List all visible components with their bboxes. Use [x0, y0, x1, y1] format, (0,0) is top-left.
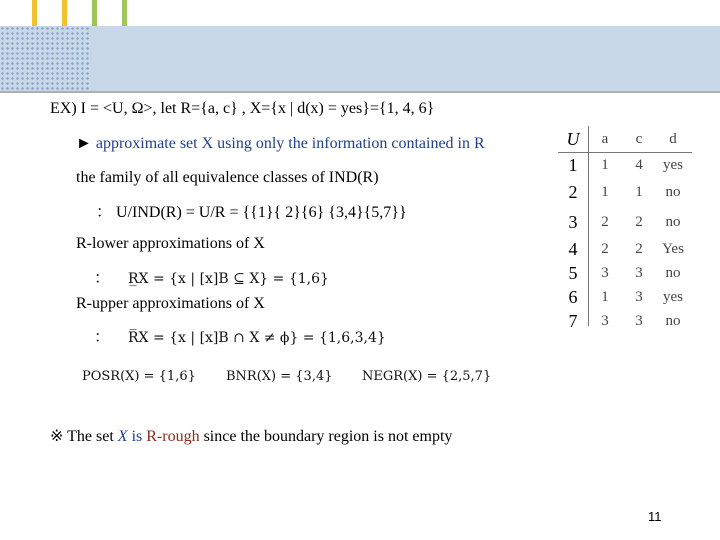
table-cell: 2	[635, 240, 643, 257]
table-cell: 2	[601, 213, 609, 230]
table-row	[558, 285, 692, 309]
table-cell: 6	[568, 286, 578, 307]
header-band	[0, 26, 720, 92]
table-row	[558, 237, 692, 261]
table-cell: 1	[601, 288, 609, 305]
table-cell: Yes	[662, 240, 684, 257]
table-cell: 4	[635, 156, 643, 173]
upper-approx-line	[94, 324, 386, 347]
table-cell: 3	[601, 264, 609, 281]
table-header-cell: c	[635, 130, 643, 147]
table-cell: 1	[601, 183, 609, 200]
lower-prefix: ：	[94, 270, 111, 287]
partition-text: U/IND(R) = U/R = {{1}{ 2}{6} {3,4}{5,7}}	[116, 204, 407, 221]
bullet-line	[76, 135, 485, 153]
table-cell: 3	[635, 264, 643, 281]
negative-region: NEGR(X) = {2,5,7}	[362, 369, 492, 384]
note-text-post: since the boundary region is not empty	[203, 428, 453, 445]
table-header-cell: d	[669, 130, 677, 147]
table-cell: 2	[601, 240, 609, 257]
table-cell: 1	[568, 154, 578, 175]
bullet-text: approximate set X using only the information contained in R	[95, 135, 485, 152]
boundary-region: BNR(X) = {3,4}	[226, 369, 333, 384]
table-column-divider	[588, 126, 589, 326]
table-cell: 7	[568, 310, 578, 331]
triangle-bullet-icon: ►	[76, 135, 92, 152]
positive-region: POSR(X) = {1,6}	[82, 369, 196, 384]
table-cell: 1	[601, 156, 609, 173]
table-cell: 2	[568, 181, 578, 202]
note-text-pre: The set	[67, 428, 114, 445]
table-row	[558, 153, 692, 177]
rough-set-note	[50, 426, 452, 446]
partition-prefix: ：	[96, 204, 113, 221]
header-stripe	[32, 0, 37, 26]
header-dot-pattern	[0, 26, 90, 92]
lower-approx-line	[94, 265, 329, 288]
slide-header	[0, 0, 720, 92]
lower-approx-formula: R̲X = {x | [x]B ⊆ X} = {1,6}	[128, 271, 329, 287]
table-cell: 1	[635, 183, 643, 200]
header-stripe	[62, 0, 67, 26]
note-text-is: is	[131, 428, 143, 445]
decision-table	[558, 126, 692, 333]
upper-approx-formula: R̅X = {x | [x]B ∩ X ≠ ϕ} = {1,6,3,4}	[128, 330, 386, 346]
table-cell: yes	[663, 288, 683, 305]
table-header-row	[558, 126, 692, 153]
table-cell: 3	[568, 211, 578, 232]
upper-approx-label: R-upper approximations of X	[76, 295, 265, 312]
table-row	[558, 177, 692, 207]
reference-mark: ※	[50, 428, 64, 445]
table-header-cell: U	[566, 128, 580, 149]
table-cell: 2	[635, 213, 643, 230]
family-line: the family of all equivalence classes of IND(R)	[76, 169, 379, 186]
table-cell: no	[665, 264, 681, 281]
upper-prefix: ：	[94, 329, 111, 346]
note-set-x: X	[117, 428, 128, 445]
table-cell: no	[665, 213, 681, 230]
table-cell: no	[665, 183, 681, 200]
header-divider	[0, 91, 720, 93]
header-stripe	[92, 0, 97, 26]
lower-approx-label: R-lower approximations of X	[76, 235, 265, 252]
table-cell: yes	[663, 156, 683, 173]
table-row	[558, 261, 692, 285]
note-rough: R-rough	[146, 428, 200, 445]
header-stripe	[122, 0, 127, 26]
table-header-cell: a	[601, 130, 609, 147]
table-cell: 4	[568, 238, 578, 259]
table-row	[558, 309, 692, 333]
table-cell: 3	[635, 312, 643, 329]
table-cell: no	[665, 312, 681, 329]
table-cell: 3	[635, 288, 643, 305]
table-cell: 3	[601, 312, 609, 329]
partition-line	[96, 199, 407, 222]
page-number: 11	[648, 509, 662, 524]
slide-title: EX) I = <U, Ω>, let R={a, c} , X={x | d(x) = yes}={1, 4, 6}	[50, 100, 435, 117]
table-row	[558, 207, 692, 237]
table-cell: 5	[568, 262, 578, 283]
